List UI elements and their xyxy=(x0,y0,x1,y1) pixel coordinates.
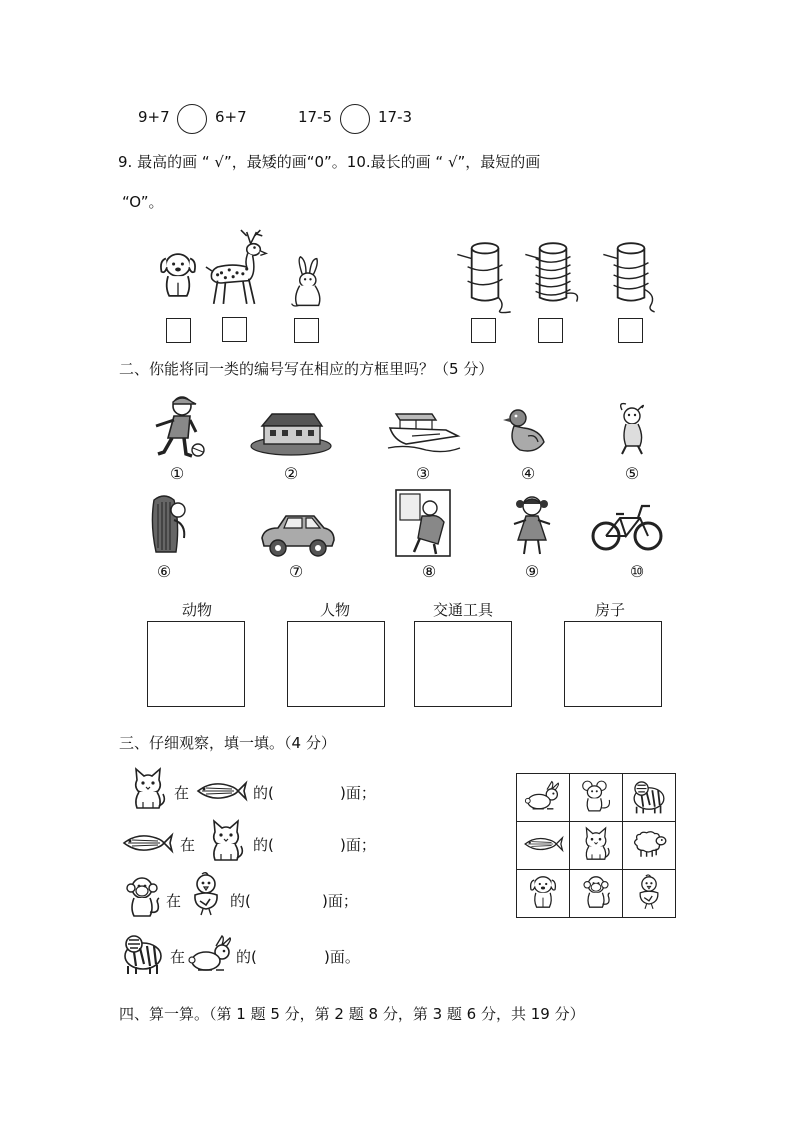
word-of: 的( xyxy=(230,892,251,910)
item-number-8: ⑧ xyxy=(421,562,437,581)
coil-spool-icon xyxy=(452,236,516,316)
category-label-people: 人物 xyxy=(319,601,350,619)
answer-box-spool-2[interactable] xyxy=(538,318,563,343)
fish-icon xyxy=(522,833,564,855)
chick-icon xyxy=(186,870,226,918)
word-face: )面； xyxy=(340,784,376,802)
coil-spool-icon xyxy=(520,236,584,316)
section-2-title: 二、你能将同一类的编号写在相应的方框里吗？（5 分） xyxy=(119,360,494,378)
person-at-window-icon xyxy=(394,488,452,558)
cartoon-dog-icon xyxy=(612,400,652,460)
cat-icon xyxy=(128,766,168,812)
word-of: 的( xyxy=(236,948,257,966)
rabbit-icon xyxy=(288,255,324,309)
duck-icon xyxy=(502,406,548,458)
grid-cell xyxy=(570,822,623,870)
answer-box-spool-3[interactable] xyxy=(618,318,643,343)
item-number-7: ⑦ xyxy=(288,562,304,581)
grid-cell xyxy=(570,774,623,822)
cat-icon xyxy=(206,818,246,864)
tiger-icon xyxy=(120,930,166,976)
grid-cell xyxy=(623,822,676,870)
grid-cell xyxy=(623,870,676,918)
dog-icon xyxy=(527,873,559,911)
answer-box-dog[interactable] xyxy=(166,318,191,343)
compare-left-expr-2: 17-5 xyxy=(298,108,333,126)
bicycle-icon xyxy=(590,500,664,554)
category-box-animals[interactable] xyxy=(147,621,245,707)
item-number-9: ⑨ xyxy=(524,562,540,581)
house-icon xyxy=(248,406,334,456)
coil-spool-icon xyxy=(598,236,662,316)
grid-cell xyxy=(570,870,623,918)
cat-icon xyxy=(580,825,612,863)
compare-left-expr-1: 9+7 xyxy=(138,108,170,126)
answer-box-deer[interactable] xyxy=(222,317,247,342)
answer-blank-4[interactable] xyxy=(266,944,322,966)
rabbit-icon xyxy=(186,934,236,974)
word-at: 在 xyxy=(180,836,196,854)
item-number-5: ⑤ xyxy=(624,464,640,483)
item-number-6: ⑥ xyxy=(156,562,172,581)
grid-cell xyxy=(517,822,570,870)
word-face-end: )面。 xyxy=(324,948,360,966)
word-of: 的( xyxy=(253,784,274,802)
grid-cell xyxy=(517,774,570,822)
word-at: 在 xyxy=(166,892,182,910)
chick-icon xyxy=(633,873,665,911)
answer-blank-1[interactable] xyxy=(282,780,338,802)
section-3-title: 三、仔细观察，填一填。（4 分） xyxy=(119,734,336,752)
boat-icon xyxy=(386,406,462,460)
category-label-animals: 动物 xyxy=(181,601,212,619)
car-icon xyxy=(258,508,338,560)
boy-with-ball-icon xyxy=(146,394,208,464)
word-face: )面； xyxy=(340,836,376,854)
word-face: )面； xyxy=(322,892,358,910)
dog-icon xyxy=(156,244,200,306)
mouse-icon xyxy=(578,777,614,815)
category-label-houses: 房子 xyxy=(594,601,625,619)
monkey-icon xyxy=(122,874,162,920)
answer-box-rabbit[interactable] xyxy=(294,318,319,343)
fish-icon xyxy=(120,830,174,856)
item-number-4: ④ xyxy=(520,464,536,483)
answer-box-spool-1[interactable] xyxy=(471,318,496,343)
grid-cell xyxy=(517,870,570,918)
girl-long-hair-icon xyxy=(146,494,192,556)
grid-cell xyxy=(623,774,676,822)
item-number-2: ② xyxy=(283,464,299,483)
item-number-1: ① xyxy=(169,464,185,483)
word-of: 的( xyxy=(253,836,274,854)
question-10-text-cont: “O”。 xyxy=(122,193,164,211)
compare-right-expr-2: 17-3 xyxy=(378,108,413,126)
word-at: 在 xyxy=(170,948,186,966)
compare-answer-circle-1[interactable] xyxy=(177,104,207,134)
category-label-transport: 交通工具 xyxy=(432,601,493,619)
category-box-houses[interactable] xyxy=(564,621,662,707)
item-number-3: ③ xyxy=(415,464,431,483)
tiger-icon xyxy=(630,777,668,815)
compare-right-expr-1: 6+7 xyxy=(215,108,247,126)
category-box-people[interactable] xyxy=(287,621,385,707)
monkey-icon xyxy=(580,873,612,911)
sheep-icon xyxy=(629,828,669,860)
question-9-10-text: 9. 最高的画 “ √”，最矮的画“0”。10.最长的画 “ √”，最短的画 xyxy=(118,153,541,171)
section-4-title: 四、算一算。（第 1 题 5 分，第 2 题 8 分，第 3 题 6 分，共 19 分） xyxy=(119,1005,585,1023)
compare-answer-circle-2[interactable] xyxy=(340,104,370,134)
item-number-10: ⑩ xyxy=(629,562,645,581)
rabbit-icon xyxy=(523,780,563,812)
girl-in-dress-icon xyxy=(510,494,554,558)
word-at: 在 xyxy=(174,784,190,802)
animal-position-grid xyxy=(516,773,676,918)
deer-icon xyxy=(204,226,272,308)
fish-icon xyxy=(194,778,248,804)
answer-blank-2[interactable] xyxy=(282,832,338,854)
category-box-transport[interactable] xyxy=(414,621,512,707)
answer-blank-3[interactable] xyxy=(260,888,316,910)
